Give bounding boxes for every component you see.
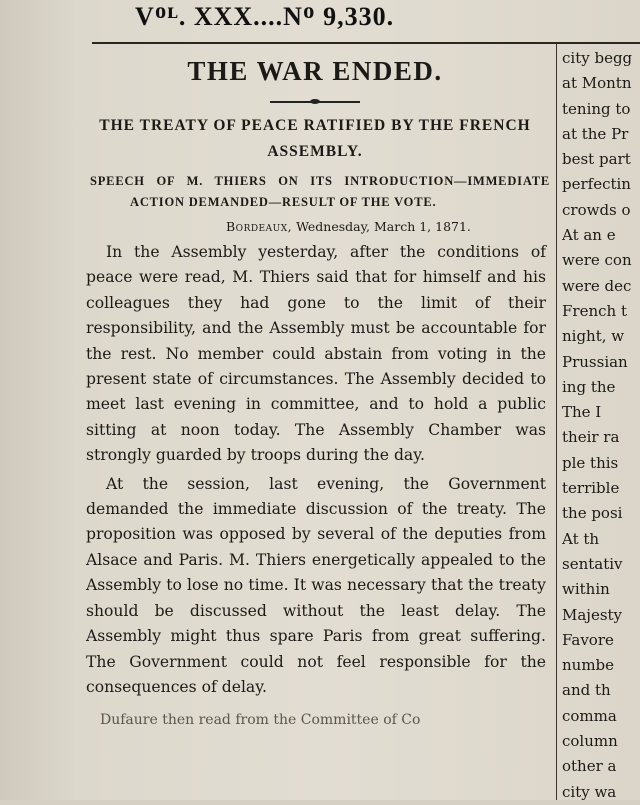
adjacent-column-line: French t xyxy=(562,301,627,320)
article-deck: SPEECH OF M. THIERS ON ITS INTRODUCTION—IMMEDIATE ACTION DEMANDED—RESULT OF THE VOTE. xyxy=(90,174,550,209)
adjacent-column-line: other a xyxy=(562,757,617,776)
dateline-date: Wednesday, March 1, 1871. xyxy=(296,219,471,234)
adjacent-column-line: within xyxy=(562,580,610,599)
adjacent-column xyxy=(562,46,640,805)
adjacent-column-line: city wa xyxy=(562,782,617,801)
adjacent-column-line: numbe xyxy=(562,656,615,675)
adjacent-column-line: perfectin xyxy=(562,175,631,194)
adjacent-column-line: terrible xyxy=(562,479,620,498)
adjacent-column-line: Favore xyxy=(562,630,614,649)
adjacent-column-line: were con xyxy=(562,251,632,270)
headline-ornament xyxy=(270,98,360,105)
adjacent-column-line: sentativ xyxy=(562,554,623,573)
article-paragraph: In the Assembly yesterday, after the conditions of peace were read, M. Thiers said that for himself and his colleagues they had gone to the limit of their responsibility, and the Assembly must be accountable for the rest. No member could abstain from voting in the present state of circumstances. The Assembly decided to meet last evening in committee, and to hold a public sitting at noon today. The Assembly Chamber was strongly guarded by troops during the day. xyxy=(86,243,546,465)
adjacent-column-line: Majesty xyxy=(562,605,623,624)
adjacent-column-line: comma xyxy=(562,706,617,725)
masthead-rule xyxy=(92,42,640,44)
adjacent-column-line: and th xyxy=(562,681,611,700)
adjacent-column-line: the posi xyxy=(562,504,623,523)
adjacent-column-line: The I xyxy=(562,403,602,422)
dateline-place: Bordeaux, xyxy=(226,219,293,234)
adjacent-column-line: best part xyxy=(562,150,631,169)
adjacent-column-line: were dec xyxy=(562,276,632,295)
article-paragraph: At the session, last evening, the Government demanded the immediate discussion of the treaty. The proposition was opposed by several of the deputies from Alsace and Paris. M. Thiers energetically appealed to the Assembly to lose no time. It was necessary that the treaty should be discussed without the least delay. The Assembly might thus spare Paris from great suffering. The Government could not feel responsible for the consequences of delay. xyxy=(86,474,546,696)
article-dateline xyxy=(80,217,550,237)
adjacent-column-line: crowds o xyxy=(562,200,631,219)
adjacent-column-line: column xyxy=(562,732,618,751)
adjacent-column-line: tening to xyxy=(562,99,631,118)
adjacent-column-line: ple this xyxy=(562,453,619,472)
adjacent-column-line: At th xyxy=(562,529,600,548)
masthead-volume-number: Vᴼᴸ. XXX....Nᴼ 9,330. xyxy=(135,2,395,31)
article-headline: THE WAR ENDED. xyxy=(187,56,443,86)
adjacent-column-line: ing the xyxy=(562,377,616,396)
adjacent-column-line: their ra xyxy=(562,428,620,447)
column-rule xyxy=(556,44,557,800)
adjacent-column-line: at Montn xyxy=(562,74,632,93)
adjacent-column-line: At an e xyxy=(562,226,616,245)
adjacent-column-line: Prussian xyxy=(562,352,628,371)
adjacent-column-line: city begg xyxy=(562,49,633,67)
adjacent-column-line: night, w xyxy=(562,327,625,346)
adjacent-column-line: at the Pr xyxy=(562,124,629,143)
article-column xyxy=(80,52,550,726)
article-subhead: THE TREATY OF PEACE RATIFIED BY THE FRENCH ASSEMBLY. xyxy=(99,117,531,160)
article-paragraph-cut: Dufaure then read from the Committee of Co xyxy=(100,712,421,727)
